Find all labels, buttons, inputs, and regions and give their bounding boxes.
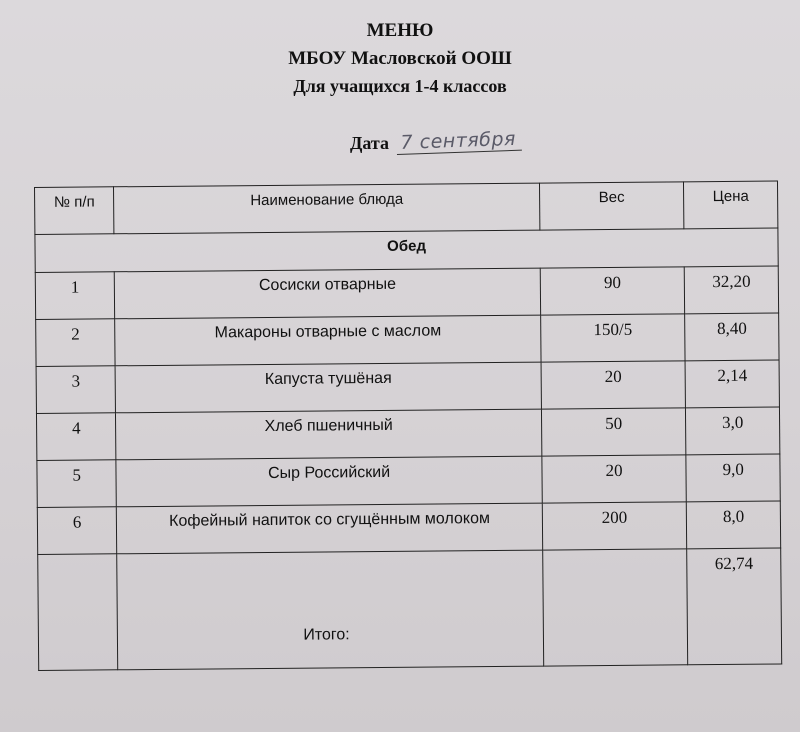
dish-price: 8,0 [687,501,781,549]
date-label: Дата [350,133,389,153]
column-header-dish-name: Наименование блюда [114,183,540,234]
audience-line: Для учащихся 1-4 классов [293,76,507,96]
dish-weight: 20 [541,361,686,409]
dish-weight: 150/5 [540,314,685,362]
dish-name: Сосиски отварные [115,268,541,319]
row-number: 5 [37,460,117,508]
total-empty-cell [38,554,118,671]
dish-weight: 90 [540,267,685,315]
row-number: 4 [36,413,116,461]
date-line [350,127,523,155]
section-row [35,228,778,272]
menu-title: МЕНЮ [366,20,434,41]
table-header-row [35,181,778,234]
dish-price: 32,20 [685,266,779,314]
dish-weight: 200 [542,502,687,550]
column-header-weight: Вес [539,182,684,230]
table-row [36,407,779,460]
section-title-lunch: Обед [35,228,778,272]
handwritten-date: 7 сентября [397,128,523,155]
total-price: 62,74 [687,548,782,665]
dish-price: 9,0 [686,454,780,502]
total-row [38,548,782,670]
column-header-number: № п/п [35,187,115,235]
dish-name: Кофейный напиток со сгущённым молоком [117,503,543,554]
dish-name: Хлеб пшеничный [116,409,542,460]
table-row [35,266,778,319]
dish-price: 2,14 [685,360,779,408]
table-row [37,501,780,554]
menu-table [34,181,782,671]
school-name: МБОУ Масловской ООШ [288,48,512,69]
dish-price: 3,0 [686,407,780,455]
table-row [36,360,779,413]
dish-name: Сыр Российский [116,456,542,507]
dish-weight: 20 [542,455,687,503]
column-header-price: Цена [684,181,778,229]
table-row [36,313,779,366]
row-number: 2 [36,319,116,367]
row-number: 1 [35,272,115,320]
row-number: 6 [37,507,117,555]
table-row [37,454,780,507]
dish-name: Капуста тушёная [115,362,541,413]
dish-price: 8,40 [685,313,779,361]
dish-weight: 50 [541,408,686,456]
total-empty-weight-cell [543,549,689,666]
dish-name: Макароны отварные с маслом [115,315,541,366]
total-label: Итого: [117,550,543,670]
row-number: 3 [36,366,116,414]
